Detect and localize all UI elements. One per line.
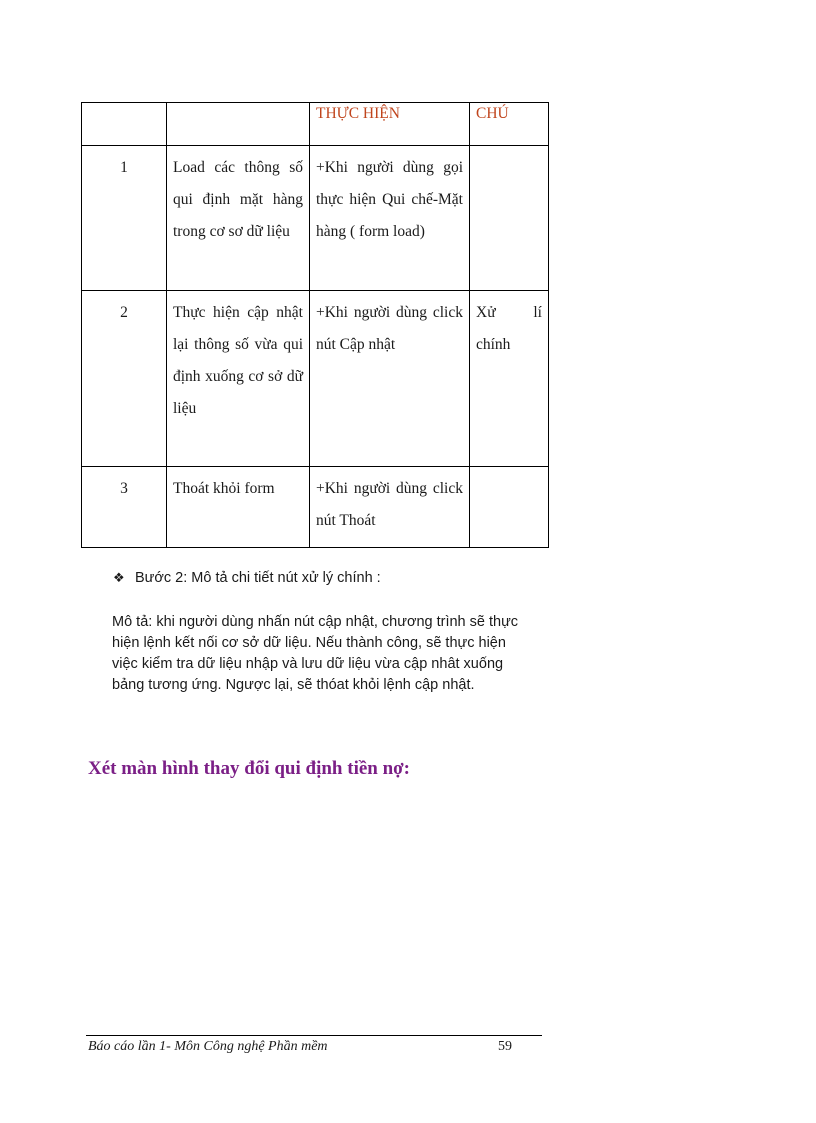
header-cell [167, 103, 310, 146]
section-heading: Xét màn hình thay đổi qui định tiền nợ: [88, 758, 411, 779]
row-note: Xử lí chính [470, 291, 549, 467]
header-cell [82, 103, 167, 146]
table-row [82, 467, 549, 548]
footer-divider [86, 1035, 542, 1036]
row-trigger: +Khi người dùng click nút Thoát [310, 467, 470, 548]
table-header-row [82, 103, 549, 146]
row-trigger: +Khi người dùng click nút Cập nhật [310, 291, 470, 467]
table-row [82, 291, 549, 467]
page-number: 59 [498, 1039, 512, 1054]
process-table [81, 102, 549, 548]
header-chu: CHÚ [470, 103, 549, 146]
row-action: Thoát khỏi form [167, 467, 310, 548]
table-row [82, 146, 549, 291]
diamond-bullet-icon: ❖ [113, 570, 125, 585]
header-thuc-hien: THỰC HIỆN [310, 103, 470, 146]
row-action: Load các thông số qui định mặt hàng trong cơ sơ dữ liệu [167, 146, 310, 291]
row-number: 1 [82, 146, 167, 291]
row-trigger: +Khi người dùng gọi thực hiện Qui chế-Mặt hàng ( form load) [310, 146, 470, 291]
footer-title: Báo cáo lần 1- Môn Công nghệ Phần mềm [88, 1039, 328, 1054]
row-number: 2 [82, 291, 167, 467]
description-paragraph: Mô tả: khi người dùng nhấn nút cập nhật, chương trình sẽ thực hiện lệnh kết nối cơ sở dữ liệu. Nếu thành công, sẽ thực hiện việc kiểm tra dữ liệu nhập và lưu dữ liệu vừa cập nhât xuống bảng tương ứng. Ngược lại, sẽ thóat khỏi lệnh cập nhật. [112, 614, 519, 693]
row-note [470, 146, 549, 291]
step-bullet [113, 570, 381, 586]
step-text: Bước 2: Mô tả chi tiết nút xử lý chính : [135, 570, 381, 586]
row-number: 3 [82, 467, 167, 548]
row-note [470, 467, 549, 548]
row-action: Thực hiện cập nhật lại thông số vừa qui định xuống cơ sở dữ liệu [167, 291, 310, 467]
